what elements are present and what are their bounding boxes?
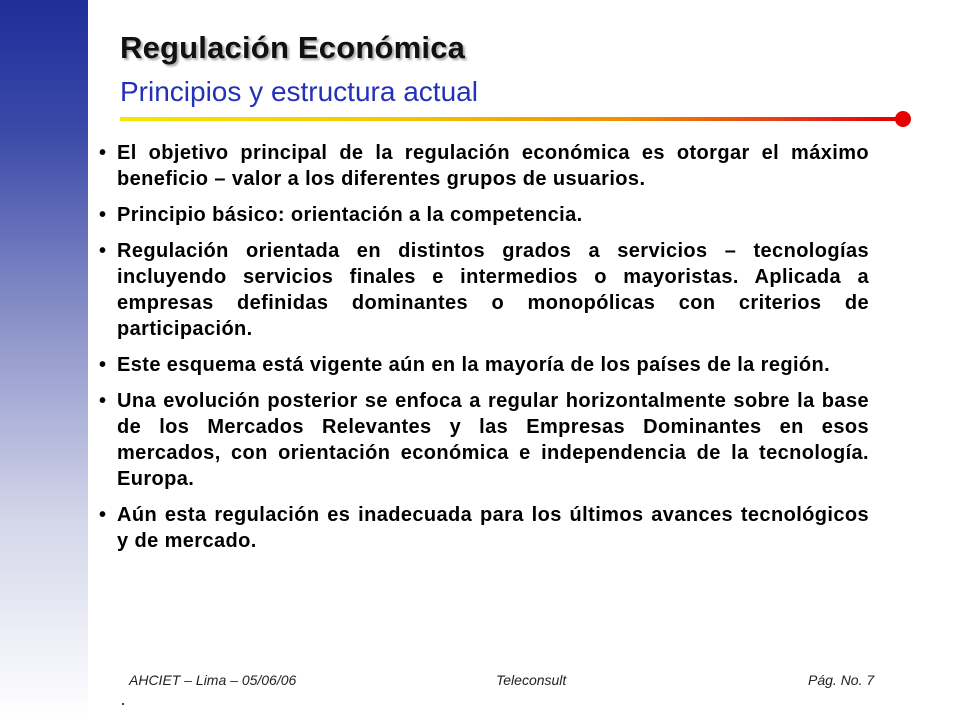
bullet-item	[99, 140, 869, 192]
bullet-dot-icon: •	[99, 240, 107, 262]
footer-dot	[122, 703, 124, 705]
sidebar-gradient	[0, 0, 88, 720]
bullet-dot-icon: •	[99, 504, 107, 526]
footer-company: Teleconsult	[496, 672, 567, 688]
bullet-item	[99, 388, 869, 492]
bullet-item	[99, 352, 869, 378]
bullet-text: El objetivo principal de la regulación económica es otorgar el máximo beneficio – valor a los diferentes grupos de usuarios.	[117, 142, 869, 190]
bullet-item	[99, 202, 869, 228]
bullet-text: Una evolución posterior se enfoca a regular horizontalmente sobre la base de los Mercados Relevantes y las Empresas Dominantes en esos mercados, con orientación económica e independencia de la tecnología. Europa.	[117, 390, 869, 490]
title-underline	[120, 117, 898, 121]
footer-page-number: Pág. No. 7	[808, 672, 875, 688]
underline-end-dot	[895, 111, 911, 127]
bullet-dot-icon: •	[99, 390, 107, 412]
slide-subtitle: Principios y estructura actual	[120, 76, 478, 107]
bullet-list	[99, 140, 869, 564]
bullet-dot-icon: •	[99, 142, 107, 164]
bullet-text: Aún esta regulación es inadecuada para los últimos avances tecnológicos y de mercado.	[117, 504, 869, 552]
bullet-text: Regulación orientada en distintos grados a servicios – tecnologías incluyendo servicios finales e intermedios o mayoristas. Aplicada a empresas definidas dominantes o monopólicas con criterios de participación.	[117, 240, 869, 340]
slide-title: Regulación Económica	[120, 30, 466, 65]
bullet-dot-icon: •	[99, 354, 107, 376]
bullet-item	[99, 238, 869, 342]
bullet-text: Este esquema está vigente aún en la mayoría de los países de la región.	[117, 354, 831, 376]
bullet-text: Principio básico: orientación a la competencia.	[117, 204, 583, 226]
bullet-item	[99, 502, 869, 554]
footer-event: AHCIET – Lima – 05/06/06	[129, 672, 297, 688]
bullet-dot-icon: •	[99, 204, 107, 226]
